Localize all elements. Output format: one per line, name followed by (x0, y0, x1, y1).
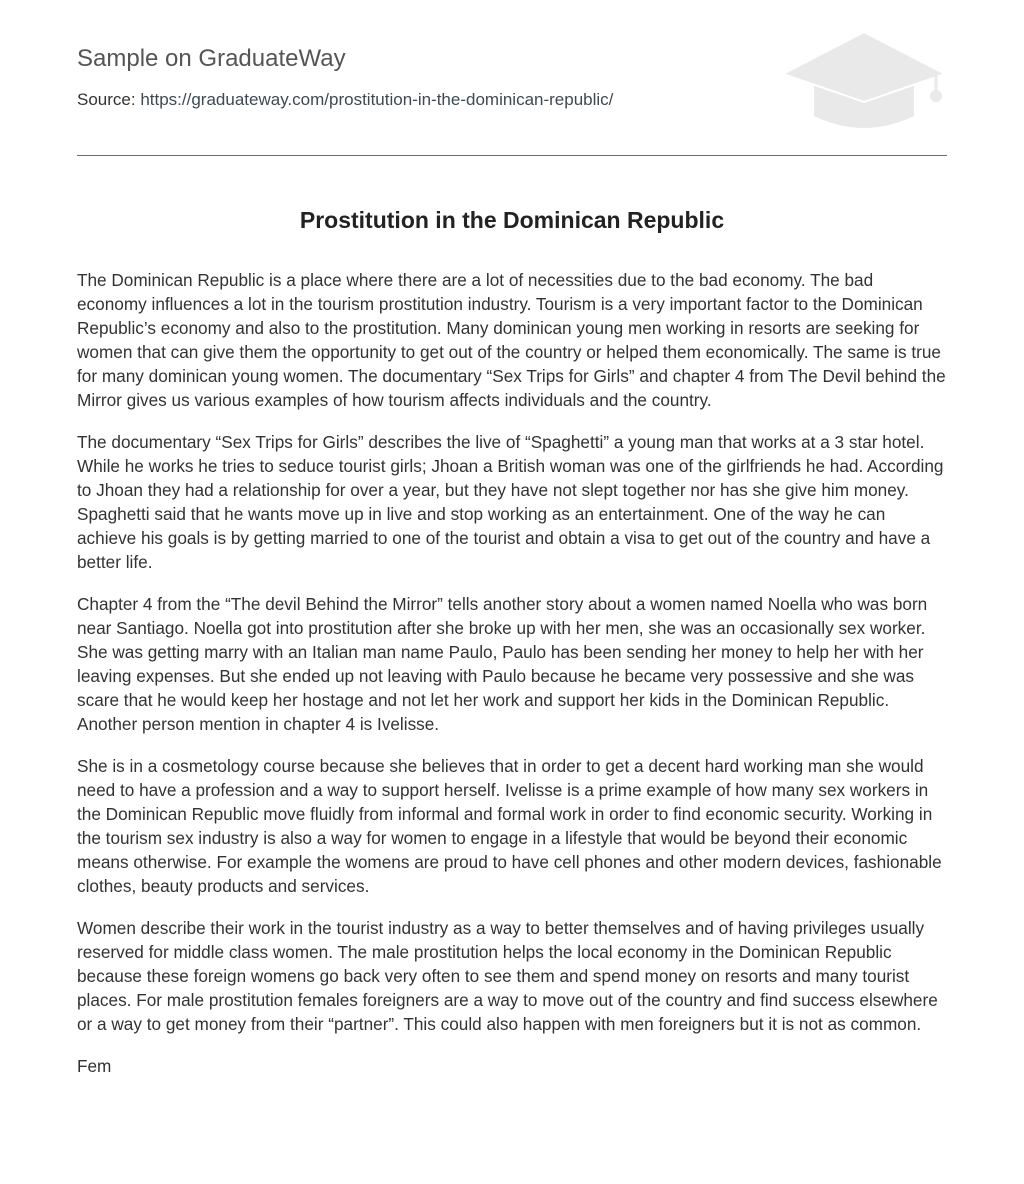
graduation-cap-icon (781, 30, 947, 134)
article-body (77, 268, 947, 1096)
article-paragraph: Fem (77, 1056, 112, 1076)
page-header (77, 0, 947, 156)
source-link[interactable]: https://graduateway.com/prostitution-in-the-dominican-republic/ (140, 90, 614, 109)
site-title: Sample on GraduateWay (77, 45, 346, 72)
header-divider (77, 155, 947, 156)
article-paragraph: The documentary “Sex Trips for Girls” describes the live of “Spaghetti” a young man that works at a 3 star hotel. While he works he tries to seduce tourist girls; Jhoan a British woman was one of the girlfriends he had. According to Jhoan they had a relationship for over a year, but they have not slept together nor has she give him money. Spaghetti said that he wants move up in live and stop working as an entertainment. One of the way he can achieve his goals is by getting married to one of the tourist and obtain a visa to get out of the country and have a better life. (77, 432, 944, 572)
article-paragraph: She is in a cosmetology course because she believes that in order to get a decent hard working man she would need to have a profession and a way to support herself. Ivelisse is a prime example of how many sex workers in the Dominican Republic move fluidly from informal and formal work in order to find economic security. Working in the tourism sex industry is also a way for women to engage in a lifestyle that would be beyond their economic means otherwise. For example the womens are proud to have cell phones and other modern devices, fashionable clothes, beauty products and services. (77, 756, 942, 896)
article-paragraph: The Dominican Republic is a place where there are a lot of necessities due to the bad economy. The bad economy influences a lot in the tourism prostitution industry. Tourism is a very important factor to the Dominican Republic’s economy and also to the prostitution. Many dominican young men working in resorts are seeking for women that can give them the opportunity to get out of the country or helped them economically. The same is true for many dominican young women. The documentary “Sex Trips for Girls” and chapter 4 from The Devil behind the Mirror gives us various examples of how tourism affects individuals and the country. (77, 270, 946, 410)
article-title: Prostitution in the Dominican Republic (299, 207, 725, 233)
source-label: Source: (77, 90, 136, 109)
source-line (77, 89, 613, 111)
article-paragraph: Chapter 4 from the “The devil Behind the Mirror” tells another story about a women named Noella who was born near Santiago. Noella got into prostitution after she broke up with her men, she was an occasionally sex worker. She was getting marry with an Italian man name Paulo, Paulo has been sending her money to help her with her leaving expenses. But she ended up not leaving with Paulo because he became very possessive and she was scare that he would keep her hostage and not let her work and support her kids in the Dominican Republic. Another person mention in chapter 4 is Ivelisse. (77, 594, 928, 734)
article-paragraph: Women describe their work in the tourist industry as a way to better themselves and of having privileges usually reserved for middle class women. The male prostitution helps the local economy in the Dominican Republic because these foreign womens go back very often to see them and spend money on resorts and many tourist places. For male prostitution females foreigners are a way to move out of the country and find success elsewhere or a way to get money from their “partner”. This could also happen with men foreigners but it is not as common. (77, 918, 938, 1034)
